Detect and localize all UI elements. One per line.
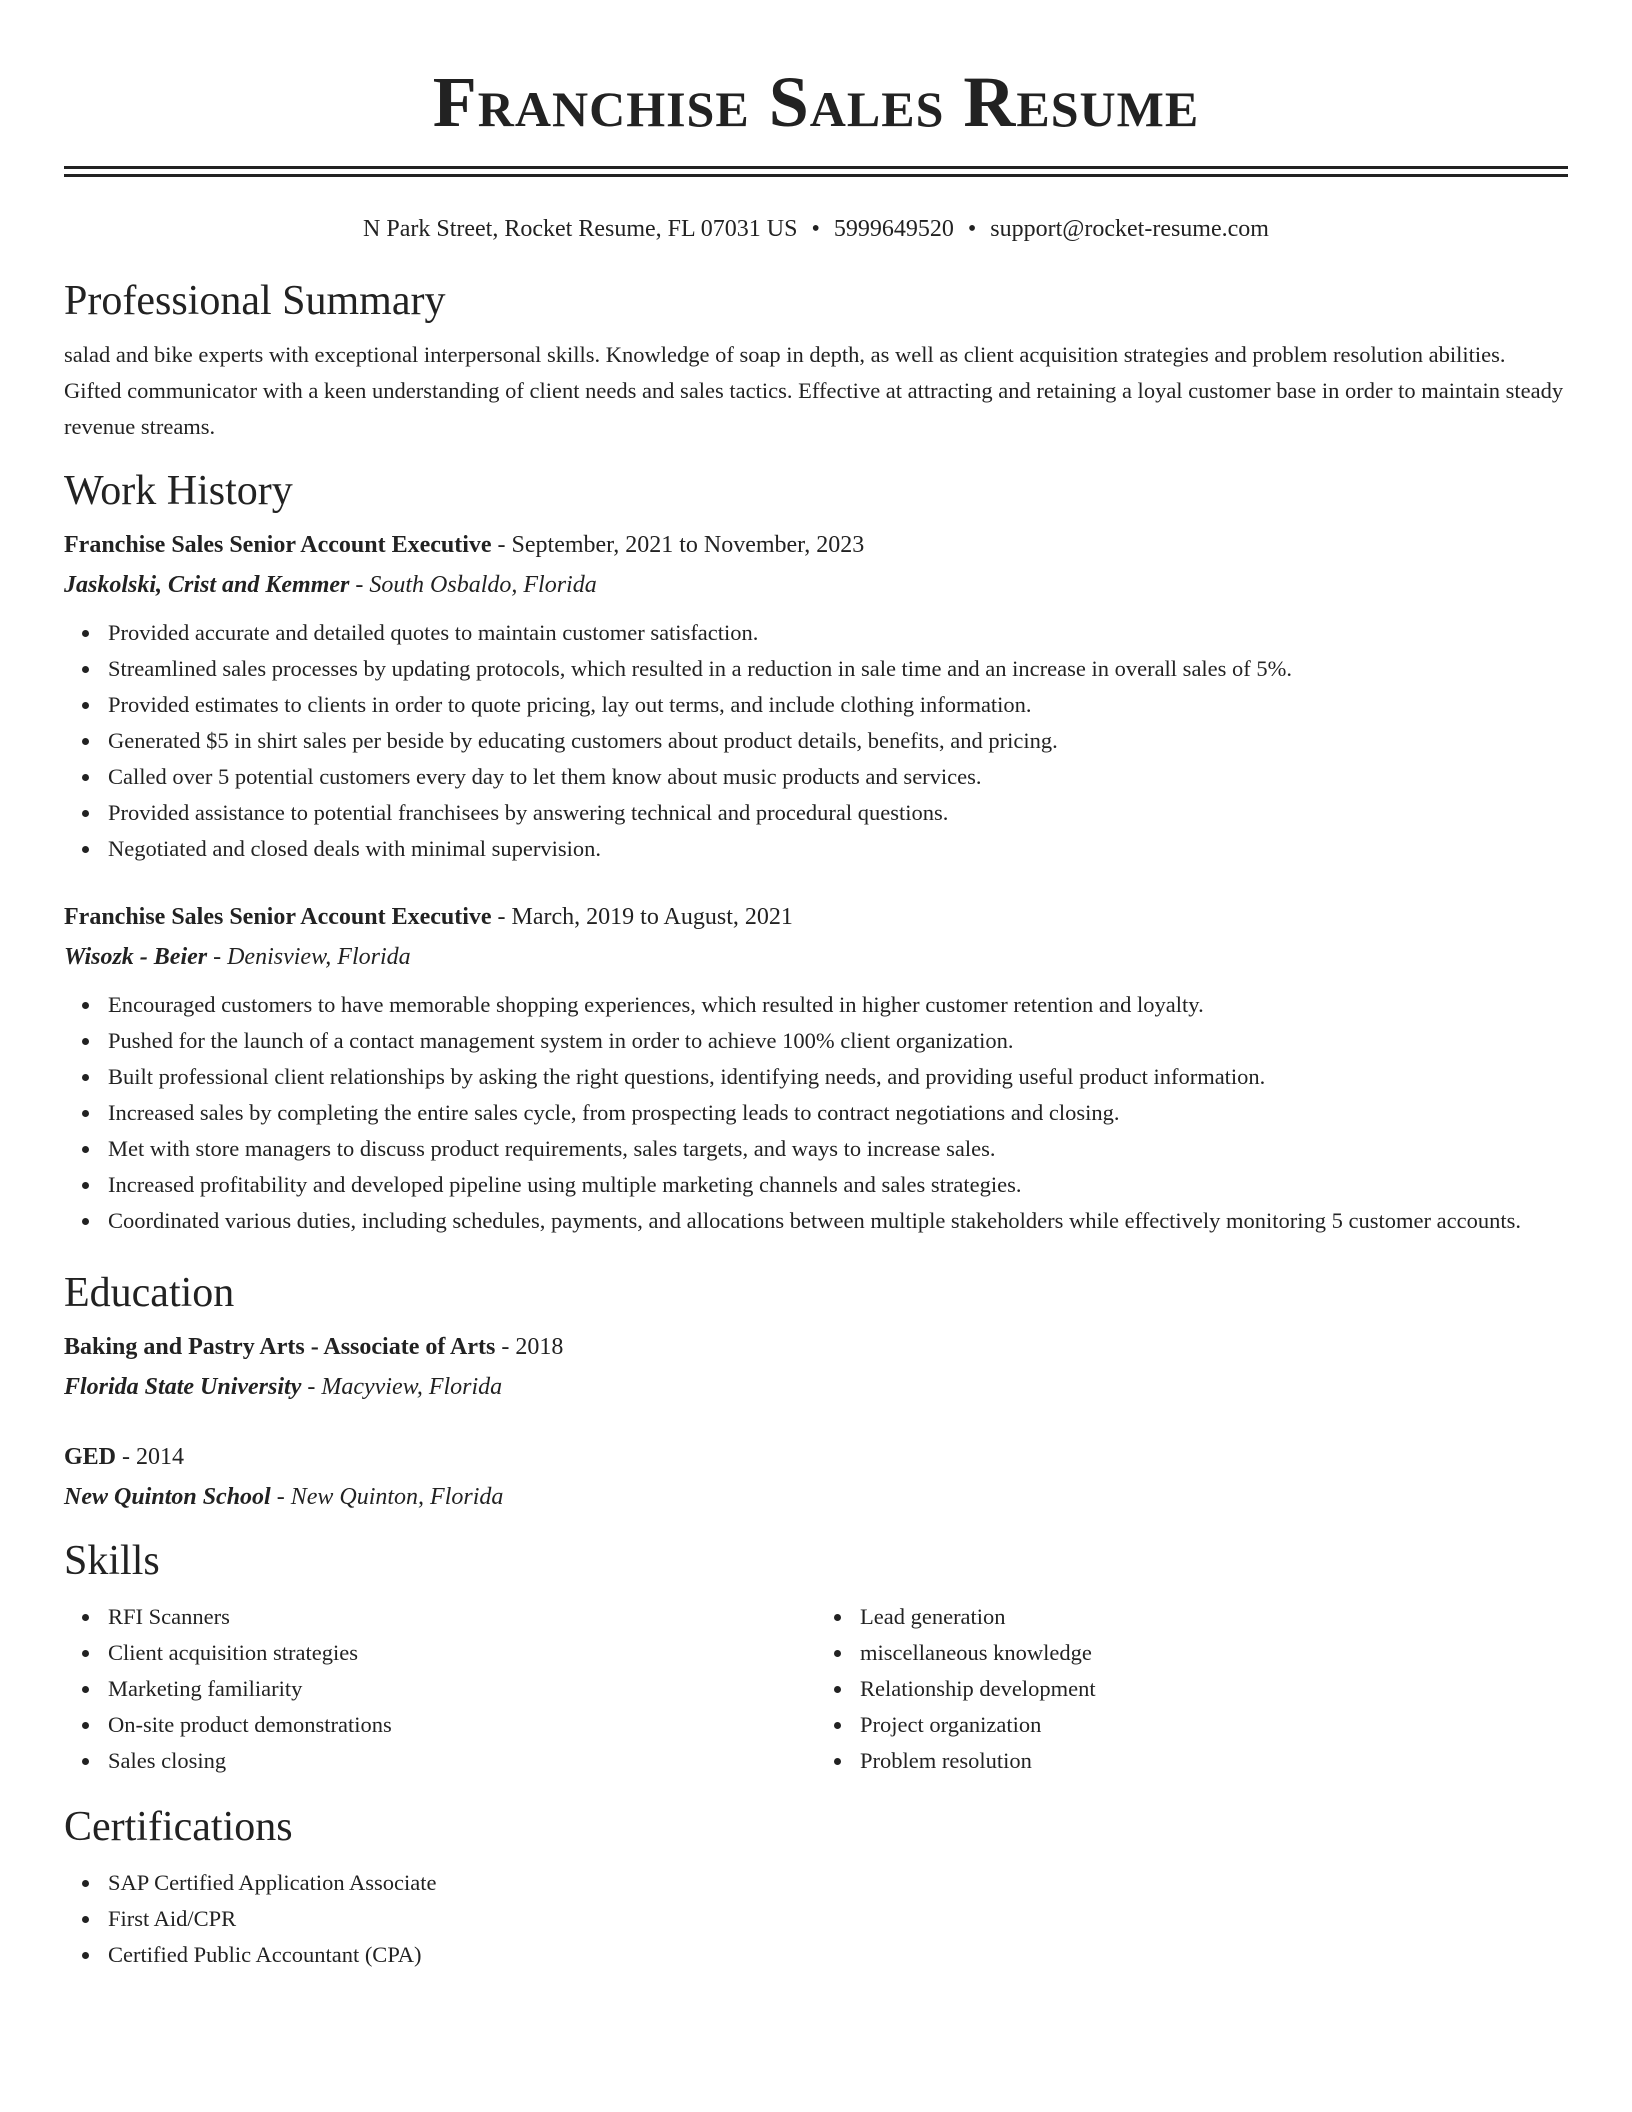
list-item: Marketing familiarity [108,1671,816,1707]
certifications-heading: Certifications [64,1804,293,1850]
education-degree: GED [64,1444,117,1470]
list-item: First Aid/CPR [108,1901,1568,1937]
list-item: Sales closing [108,1743,816,1779]
education-year: - 2014 [116,1444,185,1470]
education-entry [64,1327,1568,1407]
skills-section [64,1533,1568,1779]
education-location: - New Quinton, Florida [270,1484,504,1510]
summary-heading: Professional Summary [64,278,446,324]
job-employer [64,565,1568,605]
education-year: - 2018 [495,1334,564,1360]
job-entry [64,525,1568,867]
education-school: New Quinton School [64,1484,271,1510]
education-school-line [64,1477,1568,1517]
summary-section [64,273,1568,445]
list-item: Client acquisition strategies [108,1635,816,1671]
list-item: Provided accurate and detailed quotes to maintain customer satisfaction. [108,615,1568,651]
skills-column-left [64,1599,816,1779]
list-item: Provided estimates to clients in order to quote pricing, lay out terms, and include clothing information. [108,687,1568,723]
education-degree: Baking and Pastry Arts - Associate of Arts [64,1334,496,1360]
list-item: Negotiated and closed deals with minimal supervision. [108,831,1568,867]
work-history-heading: Work History [64,468,293,514]
job-employer [64,937,1568,977]
list-item: Project organization [860,1707,1568,1743]
job-location: - South Osbaldo, Florida [349,572,597,598]
skills-grid [64,1599,1568,1779]
job-dates: - September, 2021 to November, 2023 [491,532,865,558]
list-item: Coordinated various duties, including schedules, payments, and allocations between multiple stakeholders while effectively monitoring 5 customer accounts. [108,1203,1568,1239]
education-school-line [64,1367,1568,1407]
education-heading: Education [64,1270,235,1316]
list-item: SAP Certified Application Associate [108,1865,1568,1901]
skills-column-right [816,1599,1568,1779]
job-entry [64,897,1568,1239]
education-location: - Macyview, Florida [301,1374,503,1400]
title-double-rule [64,166,1568,177]
education-header [64,1437,1568,1477]
resume-title: Franchise Sales Resume [432,62,1200,142]
list-item: Met with store managers to discuss product requirements, sales targets, and ways to increase sales. [108,1131,1568,1167]
job-bullets [64,615,1568,867]
contact-phone: 5999649520 [833,216,954,242]
contact-email: support@rocket-resume.com [990,216,1269,242]
education-entry [64,1437,1568,1517]
skills-heading: Skills [64,1538,160,1584]
job-company: Wisozk - Beier [64,944,208,970]
education-header [64,1327,1568,1367]
summary-text: salad and bike experts with exceptional interpersonal skills. Knowledge of soap in depth, as well as client acquisition strategies and problem resolution abilities. Gifted communicator with a keen understanding of client needs and sales tactics. Effective at attracting and retaining a loyal customer base in order to maintain steady revenue streams. [64,342,1564,439]
list-item: Pushed for the launch of a contact management system in order to achieve 100% client organization. [108,1023,1568,1059]
job-dates: - March, 2019 to August, 2021 [491,904,793,930]
contact-line [64,213,1568,245]
certifications-list [64,1865,1568,1973]
job-title: Franchise Sales Senior Account Executive [64,904,492,930]
contact-address: N Park Street, Rocket Resume, FL 07031 US [363,216,798,242]
list-item: Lead generation [860,1599,1568,1635]
job-location: - Denisview, Florida [207,944,411,970]
list-item: Provided assistance to potential franchisees by answering technical and procedural questions. [108,795,1568,831]
list-item: Problem resolution [860,1743,1568,1779]
list-item: Relationship development [860,1671,1568,1707]
list-item: Built professional client relationships by asking the right questions, identifying needs, and providing useful product information. [108,1059,1568,1095]
list-item: Increased profitability and developed pipeline using multiple marketing channels and sales strategies. [108,1167,1568,1203]
job-header [64,525,1568,565]
list-item: Encouraged customers to have memorable shopping experiences, which resulted in higher customer retention and loyalty. [108,987,1568,1023]
list-item: Increased sales by completing the entire sales cycle, from prospecting leads to contract negotiations and closing. [108,1095,1568,1131]
contact-separator: • [967,216,977,242]
list-item: Streamlined sales processes by updating protocols, which resulted in a reduction in sale time and an increase in overall sales of 5%. [108,651,1568,687]
list-item: Called over 5 potential customers every day to let them know about music products and services. [108,759,1568,795]
certifications-section [64,1799,1568,1973]
list-item: Generated $5 in shirt sales per beside by educating customers about product details, benefits, and pricing. [108,723,1568,759]
job-title: Franchise Sales Senior Account Executive [64,532,492,558]
education-section [64,1265,1568,1517]
list-item: miscellaneous knowledge [860,1635,1568,1671]
job-bullets [64,987,1568,1239]
list-item: RFI Scanners [108,1599,816,1635]
job-company: Jaskolski, Crist and Kemmer [64,572,350,598]
contact-separator: • [811,216,820,242]
list-item: Certified Public Accountant (CPA) [108,1937,1568,1973]
list-item: On-site product demonstrations [108,1707,816,1743]
job-header [64,897,1568,937]
work-history-section [64,463,1568,1239]
education-school: Florida State University [64,1374,302,1400]
